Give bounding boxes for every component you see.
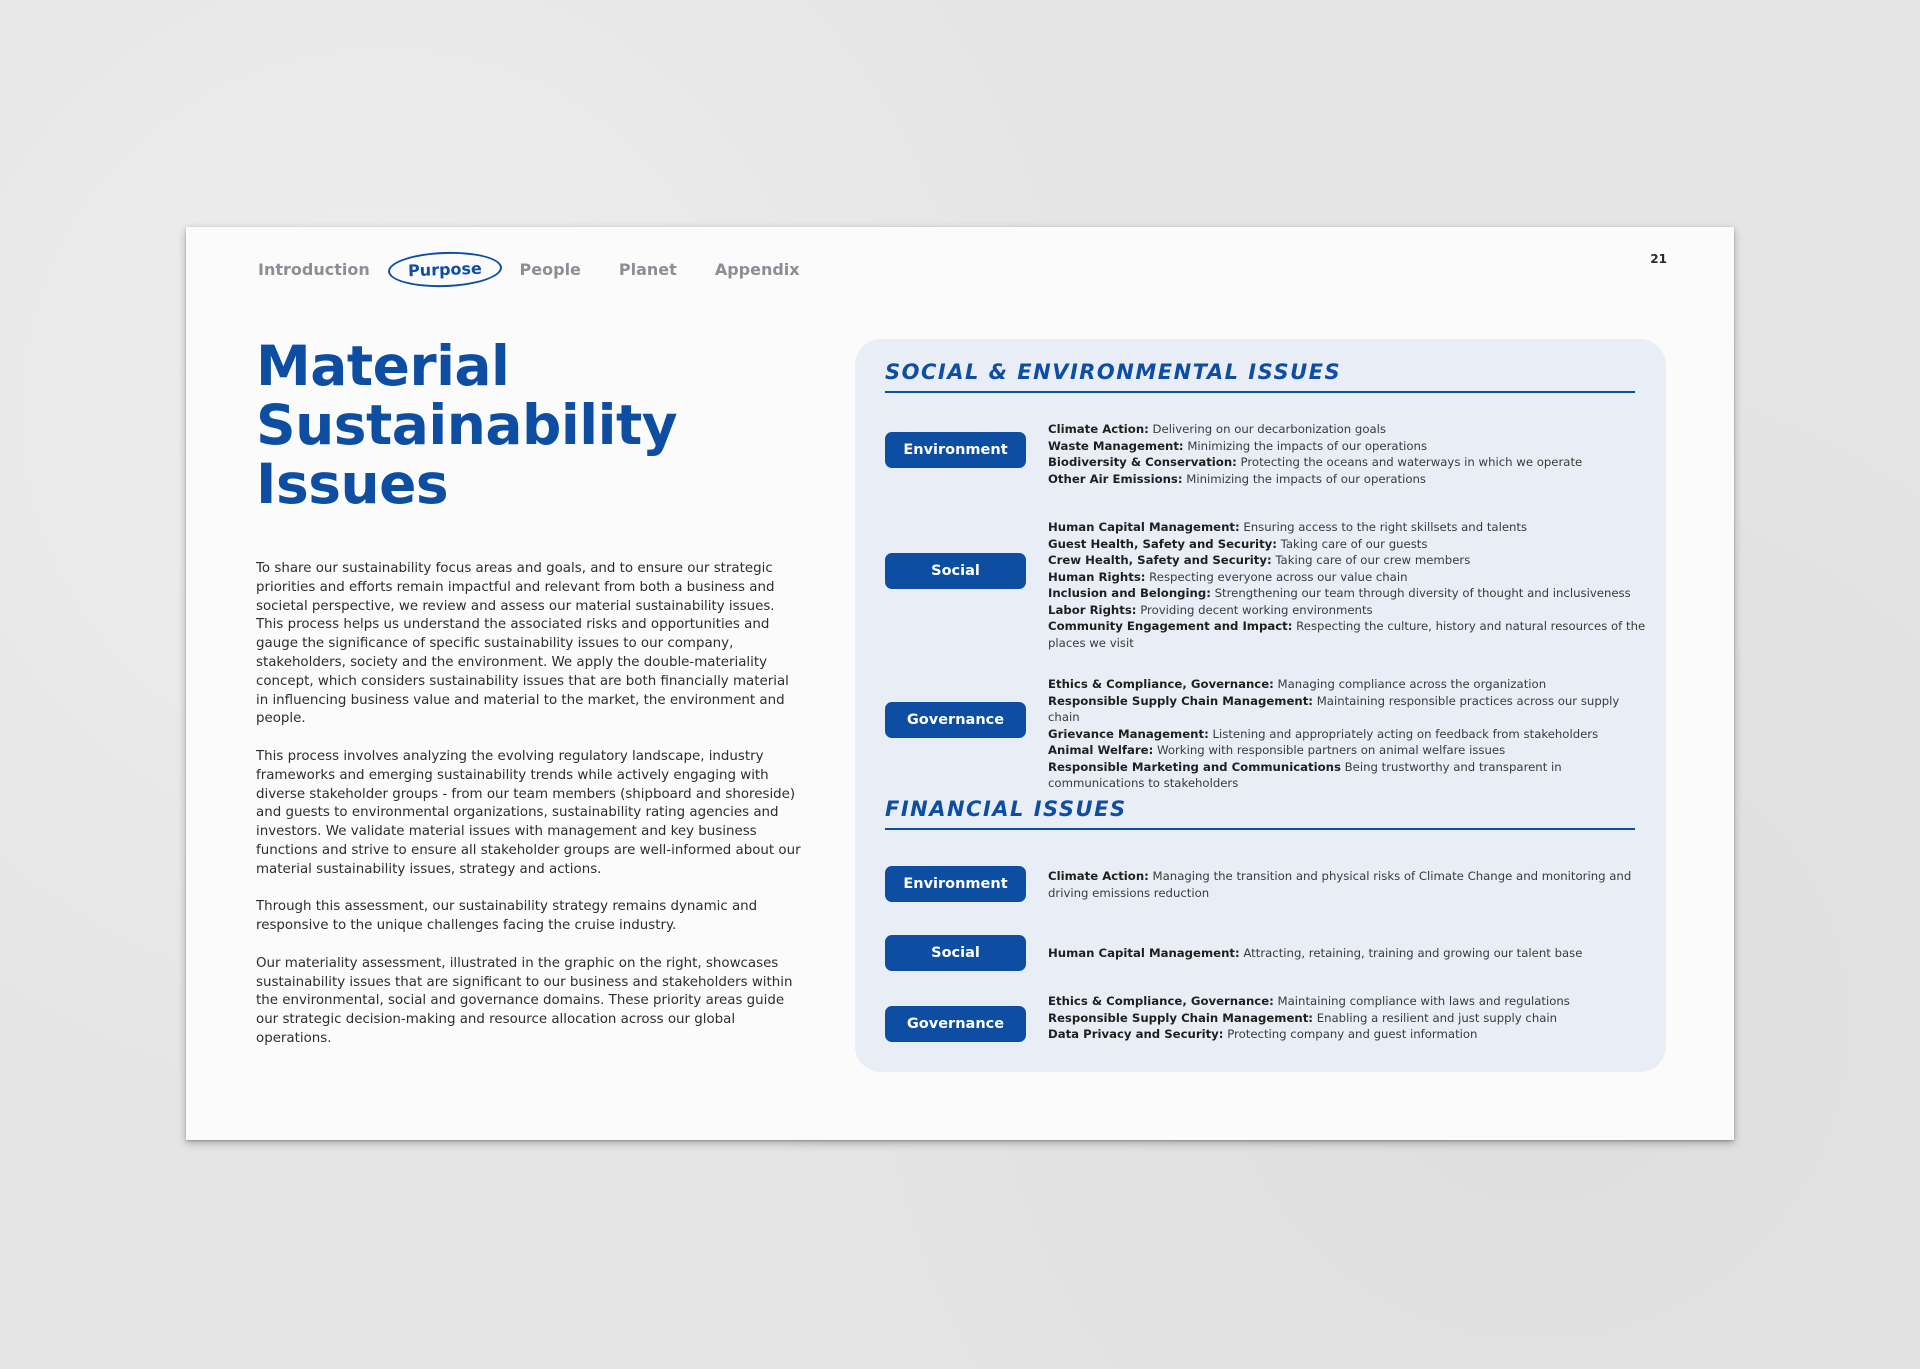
issue-list <box>1048 993 1648 1043</box>
issue-item <box>1048 868 1648 901</box>
issue-list <box>1048 945 1648 962</box>
nav-item-appendix[interactable]: Appendix <box>714 259 800 279</box>
issue-description: Taking care of our crew members <box>1271 553 1471 567</box>
nav-item-purpose[interactable]: Purpose <box>387 250 502 289</box>
issue-term: Grievance Management: <box>1048 726 1209 741</box>
issue-description: Enabling a resilient and just supply chain <box>1312 1010 1558 1025</box>
category-pill-environment: Environment <box>885 432 1026 468</box>
issue-term: Guest Health, Safety and Security: <box>1048 536 1277 551</box>
issue-description: Respecting the culture, history and natural resources of the places we visit <box>1048 619 1646 650</box>
issue-item <box>1048 536 1648 553</box>
section-heading-text: SOCIAL & ENVIRONMENTAL ISSUES <box>885 360 1342 384</box>
issue-description: Protecting company and guest information <box>1223 1027 1478 1041</box>
category-pill-social: Social <box>885 553 1026 589</box>
issue-term: Ethics & Compliance, Governance: <box>1048 994 1274 1008</box>
issue-description: Ensuring access to the right skillsets and talents <box>1239 520 1528 534</box>
issue-description: Strengthening our team through diversity of thought and inclusiveness <box>1210 586 1631 600</box>
issue-description: Maintaining responsible practices across our supply chain <box>1048 693 1620 724</box>
issue-description: Minimizing the impacts of our operations <box>1183 438 1428 453</box>
issue-description: Working with responsible partners on animal welfare issues <box>1153 743 1506 757</box>
issue-list <box>1048 519 1648 651</box>
issue-description: Managing the transition and physical risks of Climate Change and monitoring and driving emissions reduction <box>1048 869 1632 900</box>
issue-item <box>1048 742 1648 759</box>
issue-item <box>1048 471 1648 488</box>
section-heading-text: FINANCIAL ISSUES <box>885 797 1127 821</box>
page-title-line: Sustainability <box>256 393 678 457</box>
issue-description: Maintaining compliance with laws and regulations <box>1273 994 1570 1008</box>
body-paragraph: This process involves analyzing the evolving regulatory landscape, industry frameworks and emerging sustainability trends while actively engaging with diverse stakeholder groups - from our team members (shipboard and shoreside) and guests to environmental organizations, sustainability rating agencies and investors. We validate material issues with management and key business functions and strive to ensure all stakeholder groups are well-informed about our material sustainability issues, strategy and actions. <box>256 748 801 877</box>
issue-term: Human Capital Management: <box>1048 946 1240 960</box>
category-pill-environment: Environment <box>885 866 1026 902</box>
issue-term: Responsible Supply Chain Management: <box>1048 693 1313 708</box>
page-title-line: Material <box>256 334 510 398</box>
issue-term: Ethics & Compliance, Governance: <box>1048 677 1274 691</box>
issue-item <box>1048 618 1648 651</box>
issue-description: Attracting, retaining, training and growing our talent base <box>1239 946 1583 960</box>
issue-description: Listening and appropriately acting on feedback from stakeholders <box>1208 726 1599 741</box>
issue-term: Waste Management: <box>1048 438 1184 453</box>
issue-term: Biodiversity & Conservation: <box>1048 455 1237 469</box>
issue-item <box>1048 602 1648 619</box>
intro-body <box>256 560 802 1068</box>
issue-term: Inclusion and Belonging: <box>1048 586 1211 600</box>
issue-item <box>1048 585 1648 602</box>
issue-description: Providing decent working environments <box>1136 602 1373 617</box>
page-title-line: Issues <box>256 452 449 516</box>
issue-item <box>1048 759 1648 792</box>
issue-item <box>1048 693 1648 726</box>
section-heading-social-environmental <box>885 359 1635 393</box>
issue-list <box>1048 421 1648 487</box>
issue-item <box>1048 726 1648 743</box>
issue-item <box>1048 438 1648 455</box>
body-paragraph: To share our sustainability focus areas and goals, and to ensure our strategic priorities and efforts remain impactful and relevant from both a business and societal perspective, we review and assess our material sustainability issues. This process helps us understand the associated risks and opportunities and gauge the significance of specific sustainability issues to our company, stakeholders, society and the environment. We apply the double-materiality concept, which considers sustainability issues that are both financially material in influencing business value and material to the market, the environment and people. <box>256 561 789 727</box>
page-number: 21 <box>1650 252 1667 266</box>
issue-term: Climate Action: <box>1048 422 1149 436</box>
issue-description: Taking care of our guests <box>1276 536 1428 551</box>
issue-item <box>1048 1026 1648 1043</box>
issue-item <box>1048 676 1648 693</box>
issue-term: Community Engagement and Impact: <box>1048 619 1293 633</box>
issue-description: Managing compliance across the organization <box>1273 677 1547 691</box>
issue-description: Delivering on our decarbonization goals <box>1148 422 1386 436</box>
report-page <box>186 227 1734 1140</box>
issue-description: Protecting the oceans and waterways in which we operate <box>1236 455 1583 469</box>
issue-term: Crew Health, Safety and Security: <box>1048 553 1272 567</box>
issue-description: Being trustworthy and transparent in communications to stakeholders <box>1048 759 1562 790</box>
issue-description: Respecting everyone across our value chain <box>1145 569 1408 584</box>
issue-term: Other Air Emissions: <box>1048 471 1183 486</box>
issue-item <box>1048 1010 1648 1027</box>
materiality-panel <box>855 339 1666 1072</box>
issue-term: Data Privacy and Security: <box>1048 1027 1224 1041</box>
issue-term: Responsible Marketing and Communications <box>1048 759 1341 774</box>
issue-list <box>1048 676 1648 792</box>
issue-item <box>1048 421 1648 438</box>
issue-item <box>1048 454 1648 471</box>
issue-term: Human Rights: <box>1048 569 1146 584</box>
issue-item <box>1048 993 1648 1010</box>
category-pill-governance: Governance <box>885 1006 1026 1042</box>
body-paragraph: Our materiality assessment, illustrated in the graphic on the right, showcases sustainability issues that are significant to our business and stakeholders within the environmental, social and governance domains. These priority areas guide our strategic decision-making and resource allocation across our global operations. <box>256 955 793 1046</box>
issue-term: Animal Welfare: <box>1048 743 1154 757</box>
issue-item <box>1048 552 1648 569</box>
issue-item <box>1048 945 1648 962</box>
nav-item-people[interactable]: People <box>519 259 581 279</box>
issue-term: Labor Rights: <box>1048 602 1137 617</box>
issue-item <box>1048 569 1648 586</box>
issue-item <box>1048 519 1648 536</box>
page-title <box>256 334 696 516</box>
category-pill-social: Social <box>885 935 1026 971</box>
section-nav <box>258 249 838 289</box>
nav-item-introduction[interactable]: Introduction <box>258 259 370 279</box>
issue-term: Human Capital Management: <box>1048 520 1240 534</box>
body-paragraph: Through this assessment, our sustainability strategy remains dynamic and responsive to the unique challenges facing the cruise industry. <box>256 899 758 934</box>
issue-list <box>1048 868 1648 901</box>
category-pill-governance: Governance <box>885 702 1026 738</box>
nav-item-planet[interactable]: Planet <box>618 259 677 279</box>
issue-term: Climate Action: <box>1048 869 1149 883</box>
section-heading-financial <box>885 796 1635 830</box>
issue-description: Minimizing the impacts of our operations <box>1182 471 1427 486</box>
issue-term: Responsible Supply Chain Management: <box>1048 1010 1313 1025</box>
